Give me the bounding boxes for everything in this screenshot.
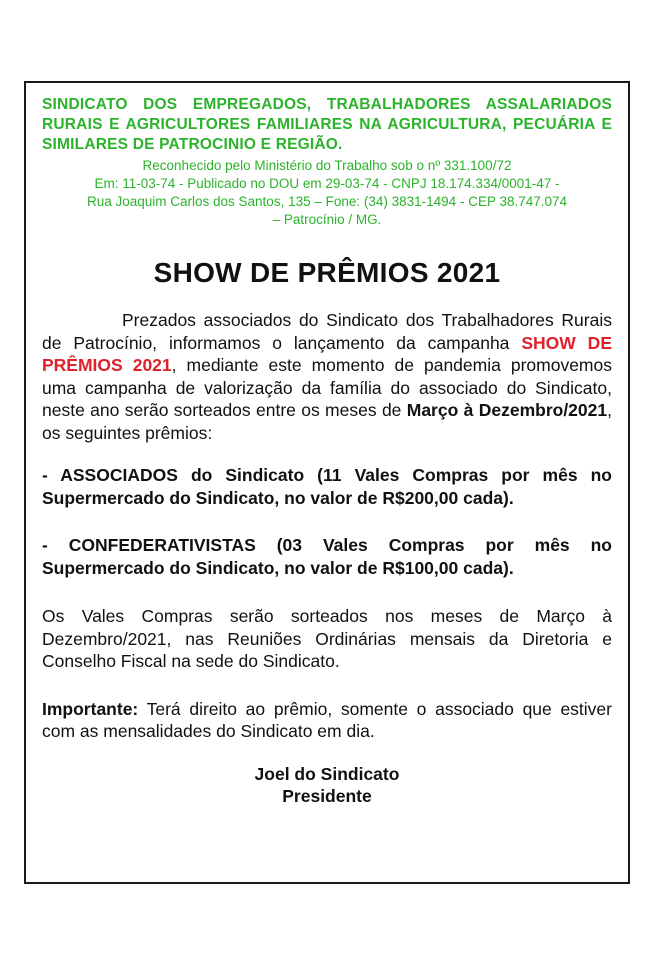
org-name: SINDICATO DOS EMPREGADOS, TRABALHADORES ASSALARIADOS RURAIS E AGRICULTORES FAMILIARES NA AGRICULTURA, PECUÁRIA E SIMILARES DE PATROCINIO E REGIÃO. [42, 96, 612, 153]
prize-confederativistas: - CONFEDERATIVISTAS (03 Vales Compras por mês no Supermercado do Sindicato, no valor de R$100,00 cada). [42, 535, 612, 578]
org-info-line: Reconhecido pelo Ministério do Trabalho sob o nº 331.100/72 [142, 158, 512, 173]
signature-name: Joel do Sindicato [254, 763, 400, 784]
org-info-line: – Patrocínio / MG. [272, 212, 382, 227]
important-text: Terá direito ao prêmio, somente o associado que estiver com as mensalidades do Sindicato em dia. [42, 698, 612, 741]
notice-content [42, 83, 612, 808]
campaign-name: SHOW DE PRÊMIOS 2021 [42, 332, 612, 375]
draw-period: Março à Dezembro/2021 [406, 400, 608, 420]
intro-text-2: , mediante este momento de pandemia promovemos uma campanha de valorização da família do associado do Sindicato, neste ano serão sorteados entre os meses de [42, 355, 612, 420]
draw-info-paragraph: Os Vales Compras serão sorteados nos meses de Março à Dezembro/2021, nas Reuniões Ordinárias mensais da Diretoria e Conselho Fiscal na sede do Sindicato. [42, 606, 612, 671]
intro-paragraph [42, 309, 612, 444]
important-label: Importante: [42, 698, 139, 719]
org-info-line: Em: 11-03-74 - Publicado no DOU em 29-03-74 - CNPJ 18.174.334/0001-47 - [94, 176, 560, 191]
signature-role: Presidente [282, 786, 372, 806]
important-paragraph [42, 698, 612, 743]
notice-frame [24, 81, 630, 884]
org-info-line: Rua Joaquim Carlos dos Santos, 135 – Fone: (34) 3831-1494 - CEP 38.747.074 [86, 194, 568, 209]
intro-text-3: , os seguintes prêmios: [42, 400, 612, 443]
signature-block [42, 763, 612, 808]
intro-text-1: Prezados associados do Sindicato dos Trabalhadores Rurais de Patrocínio, informamos o lançamento da campanha [42, 310, 612, 353]
notice-title: SHOW DE PRÊMIOS 2021 [153, 257, 501, 288]
org-info [42, 157, 612, 229]
prize-associados: - ASSOCIADOS do Sindicato (11 Vales Compras por mês no Supermercado do Sindicato, no valor de R$200,00 cada). [42, 465, 612, 508]
